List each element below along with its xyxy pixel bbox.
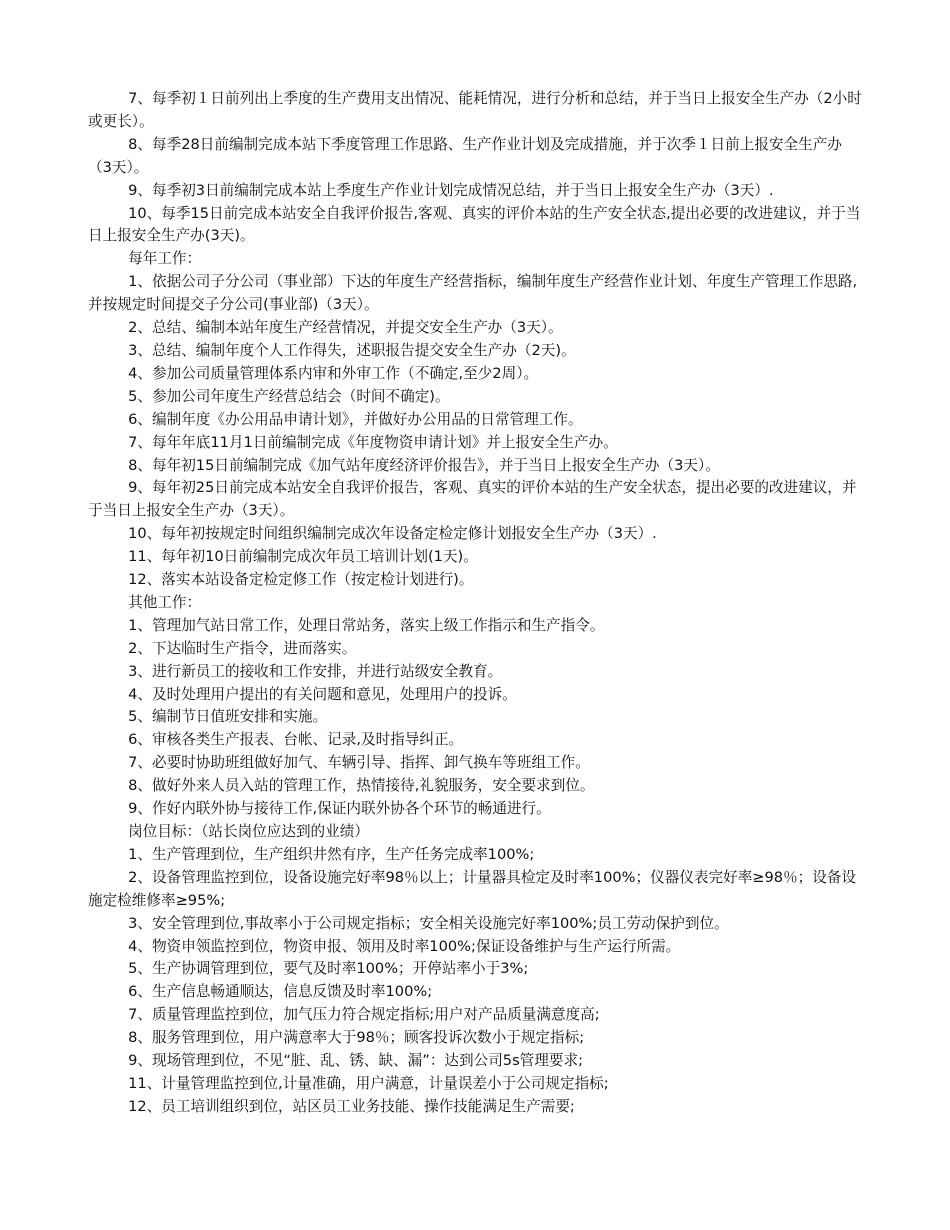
goals-item-1: 1、生产管理到位，生产组织井然有序，生产任务完成率100%; — [128, 845, 535, 863]
other-item-5: 5、编制节日值班安排和实施。 — [128, 708, 328, 726]
goals-item-8: 8、服务管理到位，用户满意率大于98％；顾客投诉次数小于规定指标; — [128, 1029, 585, 1047]
quarterly-item-9: 9、每季初3日前编制完成本站上季度生产作业计划完成情况总结，并于当日上报安全生产办（3天）. — [128, 181, 774, 199]
goals-item-4: 4、物资申领监控到位，物资申报、领用及时率100%;保证设备维护与生产运行所需。 — [128, 937, 681, 955]
goals-item-9: 9、现场管理到位，不见“脏、乱、锈、缺、漏”：达到公司5s管理要求; — [128, 1052, 583, 1070]
goals-item-5: 5、生产协调管理到位，要气及时率100%；开停站率小于3%; — [128, 960, 529, 978]
other-item-6: 6、审核各类生产报表、台帐、记录,及时指导纠正。 — [128, 731, 464, 749]
annual-item-11: 11、每年初10日前编制完成次年员工培训计划(1天)。 — [128, 548, 478, 566]
annual-item-12: 12、落实本站设备定检定修工作（按定检计划进行)。 — [128, 571, 474, 589]
annual-item-2: 2、总结、编制本站年度生产经营情况，并提交安全生产办（3天）。 — [128, 319, 563, 337]
goals-item-3: 3、安全管理到位,事故率小于公司规定指标；安全相关设施完好率100%;员工劳动保护到位。 — [128, 914, 729, 932]
other-heading: 其他工作： — [128, 593, 202, 611]
quarterly-item-8: 8、每季28日前编制完成本站下季度管理工作思路、生产作业计划及完成措施，并于次季１日前上报安全生产办（3天）。 — [88, 135, 842, 176]
goals-item-2: 2、设备管理监控到位，设备设施完好率98％以上；计量器具检定及时率100%；仪器仪表完好率≥98％；设备设施定检维修率≥95%; — [88, 868, 857, 909]
annual-item-9: 9、每年初25日前完成本站安全自我评价报告，客观、真实的评价本站的生产安全状态，提出必要的改进建议，并于当日上报安全生产办（3天）。 — [88, 479, 857, 520]
other-item-2: 2、下达临时生产指令，进而落实。 — [128, 639, 357, 657]
goals-item-12: 12、员工培训组织到位，站区员工业务技能、操作技能满足生产需要; — [128, 1097, 575, 1115]
goals-item-7: 7、质量管理监控到位，加气压力符合规定指标;用户对产品质量满意度高; — [128, 1006, 600, 1024]
annual-heading: 每年工作： — [128, 250, 202, 268]
other-item-1: 1、管理加气站日常工作，处理日常站务，落实上级工作指示和生产指令。 — [128, 616, 605, 634]
goals-item-6: 6、生产信息畅通顺达，信息反馈及时率100%; — [128, 983, 433, 1001]
annual-item-4: 4、参加公司质量管理体系内审和外审工作（不确定,至少2周）。 — [128, 364, 539, 382]
annual-item-7: 7、每年年底11月1日前编制完成《年度物资申请计划》并上报安全生产办。 — [128, 433, 618, 451]
annual-item-6: 6、编制年度《办公用品申请计划》，并做好办公用品的日常管理工作。 — [128, 410, 583, 428]
annual-item-3: 3、总结、编制年度个人工作得失，述职报告提交安全生产办（2天)。 — [128, 341, 576, 359]
other-item-3: 3、进行新员工的接收和工作安排，并进行站级安全教育。 — [128, 662, 503, 680]
goals-heading: 岗位目标：（站长岗位应达到的业绩） — [128, 823, 369, 840]
annual-item-5: 5、参加公司年度生产经营总结会（时间不确定)。 — [128, 387, 450, 405]
other-item-4: 4、及时处理用户提出的有关问题和意见，处理用户的投诉。 — [128, 685, 517, 703]
document-body — [88, 88, 864, 1119]
other-item-9: 9、作好内联外协与接待工作,保证内联外协各个环节的畅通进行。 — [128, 800, 551, 818]
annual-item-8: 8、每年初15日前编制完成《加气站年度经济评价报告》，并于当日上报安全生产办（3天）。 — [128, 456, 720, 474]
annual-item-10: 10、每年初按规定时间组织编制完成次年设备定检定修计划报安全生产办（3天）. — [128, 525, 657, 543]
annual-item-1: 1、依据公司子分公司（事业部）下达的年度生产经营指标，编制年度生产经营作业计划、年度生产管理工作思路,并按规定时间提交子分公司(事业部)（3天）。 — [88, 273, 858, 314]
goals-item-11: 11、计量管理监控到位,计量准确，用户满意，计量误差小于公司规定指标; — [128, 1074, 609, 1092]
quarterly-item-10: 10、每季15日前完成本站安全自我评价报告,客观、真实的评价本站的生产安全状态,提出必要的改进建议，并于当日上报安全生产办(3天)。 — [88, 204, 861, 245]
other-item-7: 7、必要时协助班组做好加气、车辆引导、指挥、卸气换车等班组工作。 — [128, 754, 590, 772]
other-item-8: 8、做好外来人员入站的管理工作，热情接待,礼貌服务，安全要求到位。 — [128, 777, 595, 795]
quarterly-item-7: 7、每季初１日前列出上季度的生产费用支出情况、能耗情况，进行分析和总结，并于当日上报安全生产办（2小时或更长）。 — [88, 90, 862, 130]
